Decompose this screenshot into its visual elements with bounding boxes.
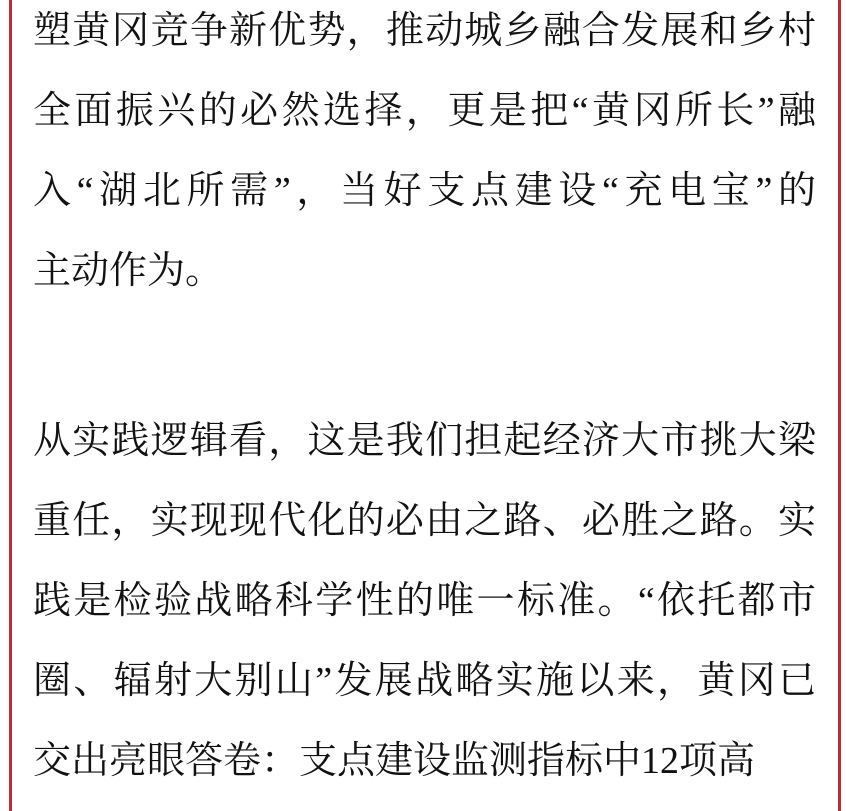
right-red-border (838, 0, 841, 811)
text-line: 重任，实现现代化的必由之路、必胜之路。实 (33, 500, 816, 542)
text-line: 全面振兴的必然选择，更是把“黄冈所长”融 (33, 90, 816, 132)
left-red-border (9, 0, 12, 811)
text-line: 从实践逻辑看，这是我们担起经济大市挑大梁 (33, 420, 816, 462)
text-line: 主动作为。 (33, 250, 224, 292)
text-line: 圈、辐射大别山”发展战略实施以来，黄冈已 (33, 660, 816, 702)
paragraph-2 (33, 401, 816, 801)
text-line: 交出亮眼答卷：支点建设监测指标中12项高 (33, 740, 756, 782)
article-body (33, 0, 816, 801)
text-line: 践是检验战略科学性的唯一标准。“依托都市 (33, 580, 816, 622)
text-line: 塑黄冈竞争新优势，推动城乡融合发展和乡村 (33, 10, 816, 52)
text-line: 入“湖北所需”，当好支点建设“充电宝”的 (33, 170, 816, 212)
paragraph-1 (33, 0, 816, 311)
